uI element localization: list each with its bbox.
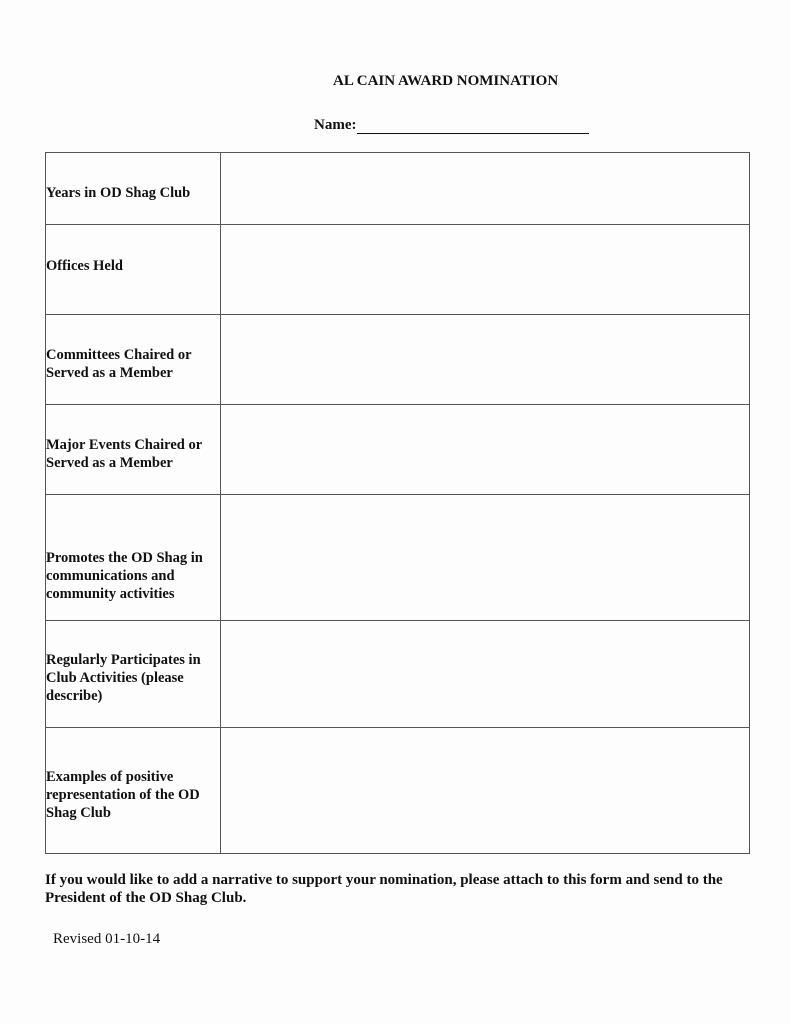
row-label-promotes (46, 495, 221, 621)
row-value-participates[interactable] (221, 621, 750, 728)
row-value-major-events[interactable] (221, 405, 750, 495)
row-label-examples (46, 728, 221, 854)
row-label-text: Major Events Chaired or Served as a Member (46, 436, 202, 471)
row-label-participates (46, 621, 221, 728)
form-title: AL CAIN AWARD NOMINATION (333, 73, 559, 89)
row-label-text: Committees Chaired or Served as a Member (46, 346, 192, 381)
row-label-text: Regularly Participates in Club Activities (please describe) (46, 652, 201, 704)
table-row (46, 315, 750, 405)
revision-date: Revised 01-10-14 (53, 931, 161, 947)
name-input-line[interactable] (357, 119, 589, 134)
table-row (46, 495, 750, 621)
table-row (46, 728, 750, 854)
row-label-text: Examples of positive representation of the OD Shag Club (46, 768, 200, 821)
name-label: Name: (314, 117, 357, 133)
nomination-table (45, 152, 750, 854)
name-field-row (314, 117, 589, 134)
table-row (46, 153, 750, 225)
row-label-text: Promotes the OD Shag in communications and community activities (46, 549, 203, 602)
row-label-years (46, 153, 221, 225)
table-row (46, 405, 750, 495)
row-value-offices[interactable] (221, 225, 750, 315)
narrative-note: If you would like to add a narrative to support your nomination, please attach to this form and send to the President of the OD Shag Club. (45, 872, 723, 906)
row-value-promotes[interactable] (221, 495, 750, 621)
row-value-examples[interactable] (221, 728, 750, 854)
table-row (46, 225, 750, 315)
row-label-text: Years in OD Shag Club (46, 184, 191, 201)
row-label-offices (46, 225, 221, 315)
row-label-text: Offices Held (46, 257, 123, 274)
row-value-years[interactable] (221, 153, 750, 225)
table-row (46, 621, 750, 728)
row-label-committees (46, 315, 221, 405)
row-value-committees[interactable] (221, 315, 750, 405)
row-label-major-events (46, 405, 221, 495)
